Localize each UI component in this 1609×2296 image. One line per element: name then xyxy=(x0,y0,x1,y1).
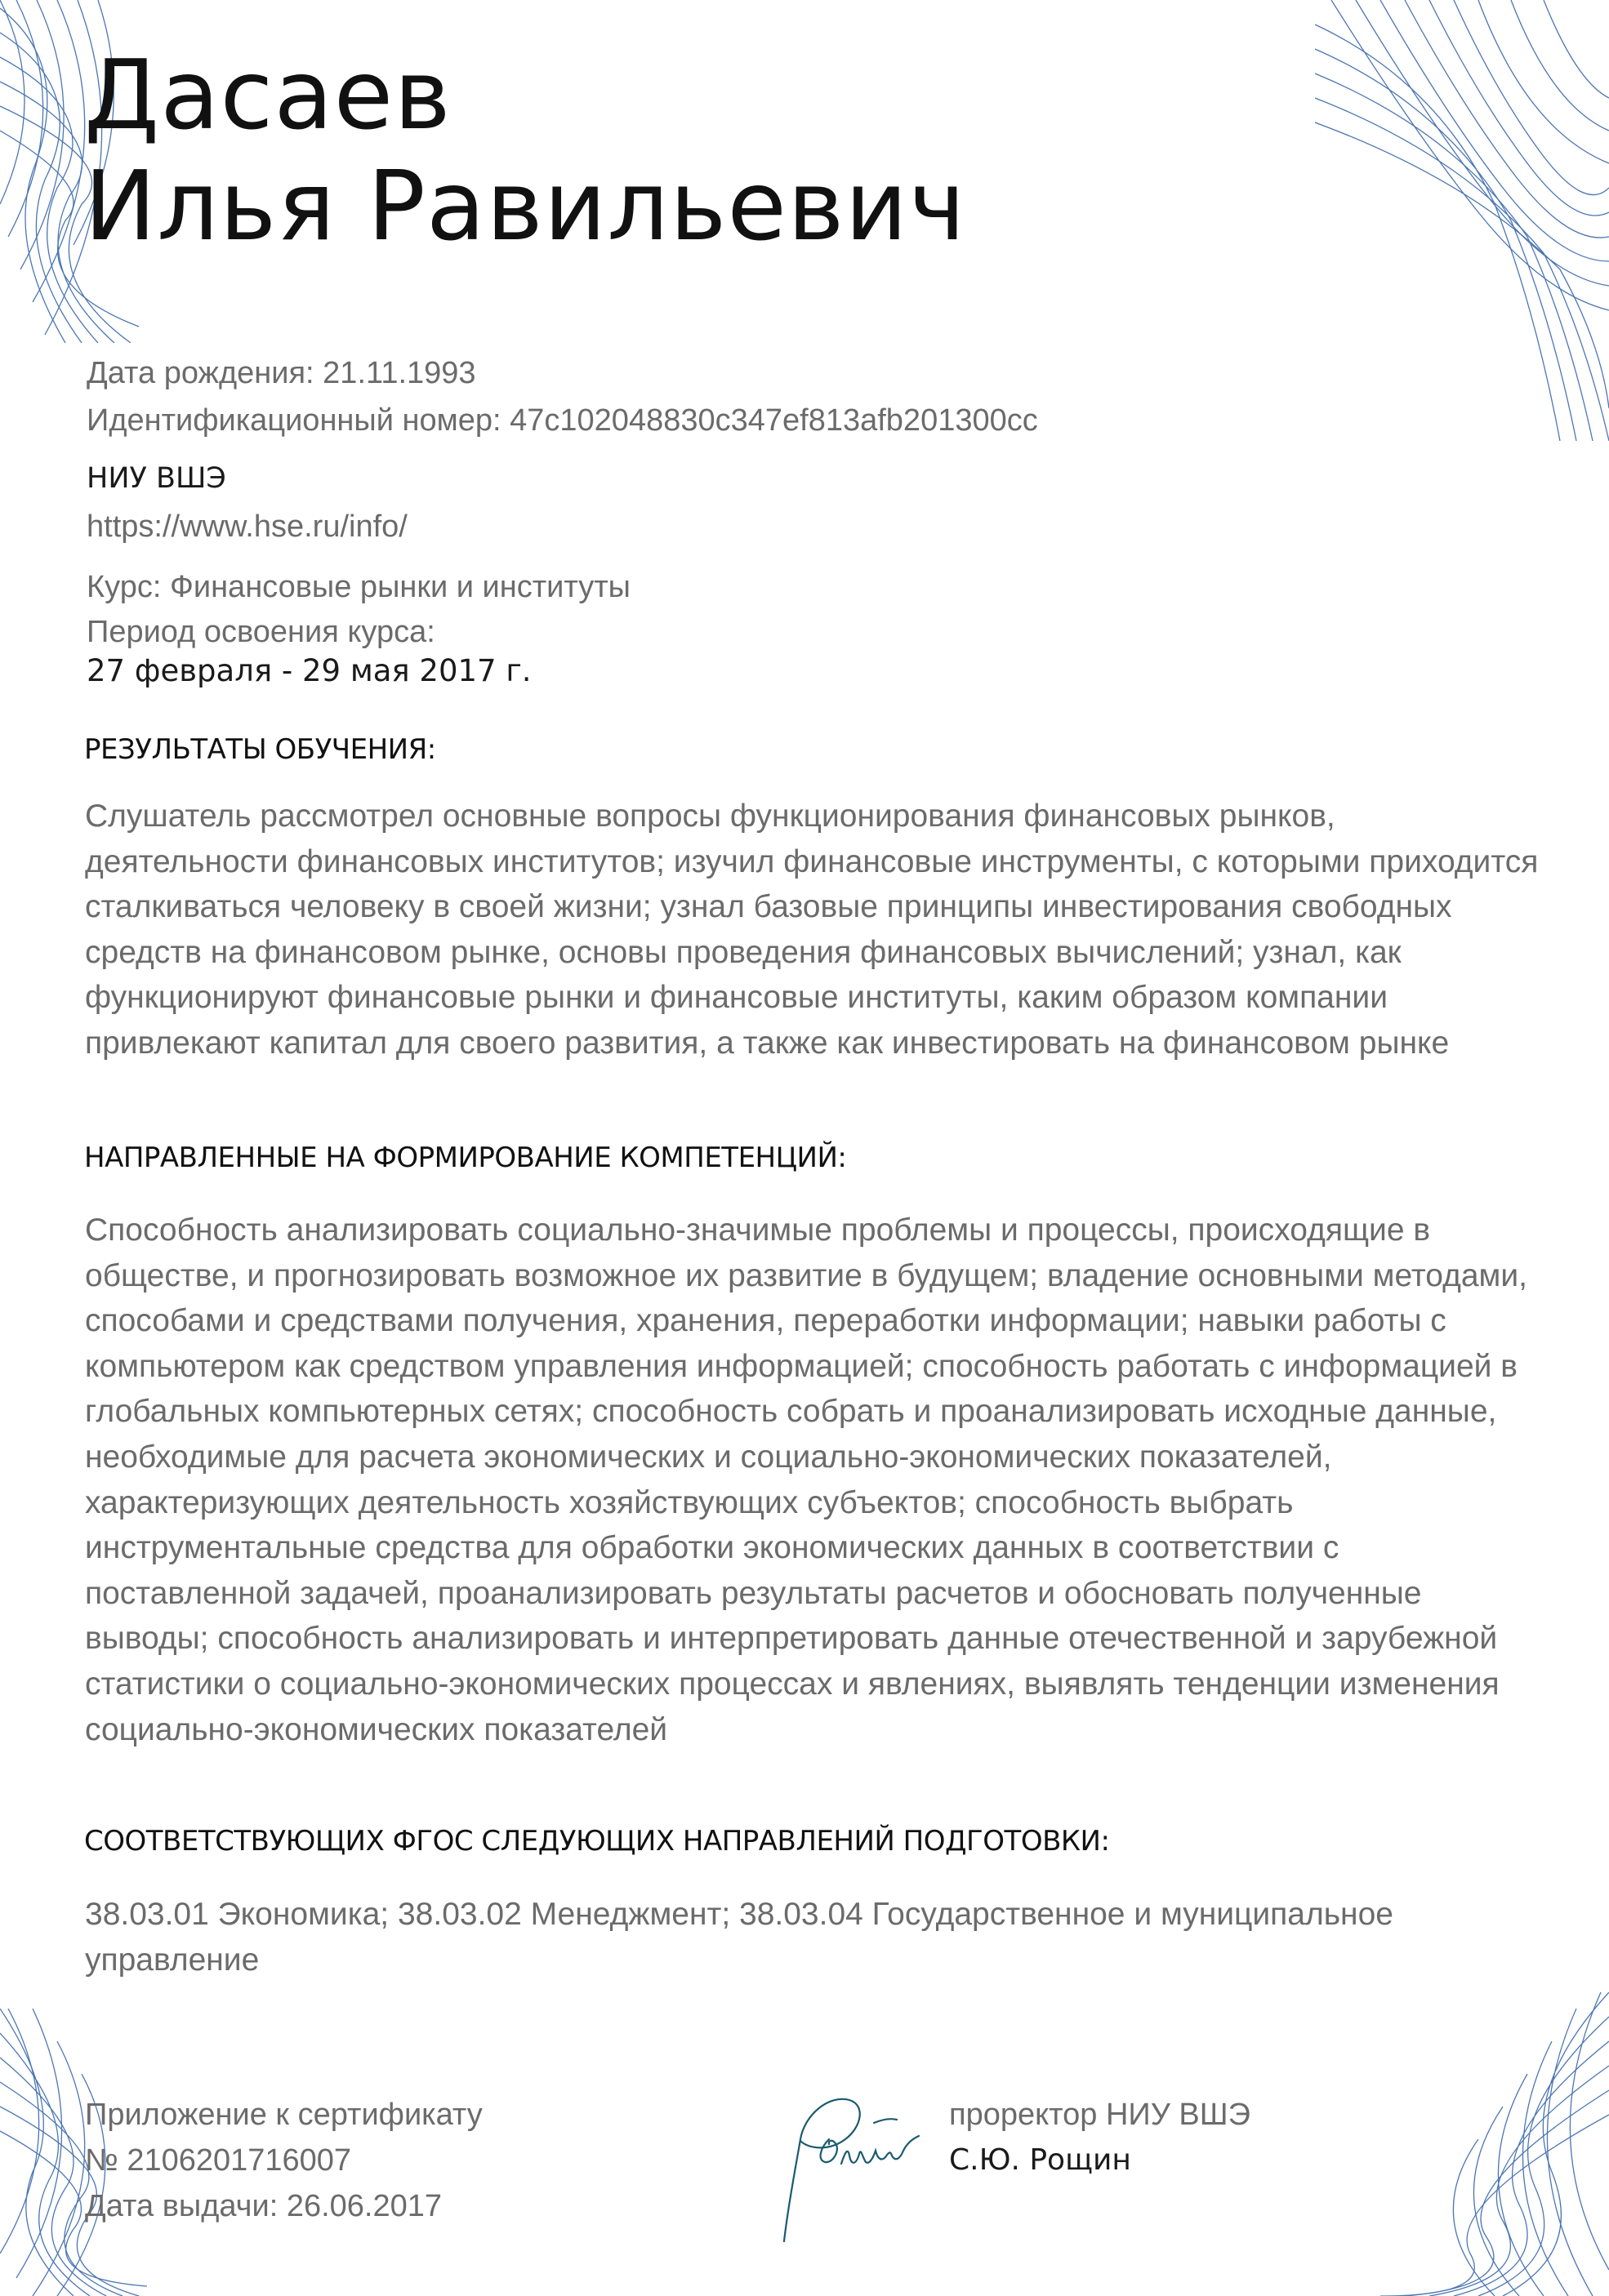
person-name xyxy=(84,39,966,261)
corner-pattern-top-right xyxy=(1315,0,1609,441)
person-given-names: Илья Равильевич xyxy=(84,149,966,262)
certificate-appendix-info xyxy=(85,2092,483,2229)
fgos-heading: СООТВЕТСТВУЮЩИХ ФГОС СЛЕДУЮЩИХ НАПРАВЛЕНИЙ ПОДГОТОВКИ: xyxy=(84,1825,1110,1858)
appendix-label: Приложение к сертификату xyxy=(85,2098,483,2132)
fgos-text: 38.03.01 Экономика; 38.03.02 Менеджмент; 38.03.04 Государственное и муниципальное управление xyxy=(85,1897,1393,1978)
birth-date: Дата рождения: 21.11.1993 xyxy=(87,356,476,390)
signature xyxy=(751,2090,939,2245)
issue-date: Дата выдачи: 26.06.2017 xyxy=(85,2189,442,2223)
person-surname: Дасаев xyxy=(84,38,452,151)
certificate-number: № 2106201716007 xyxy=(85,2143,352,2178)
competencies-text: Способность анализировать социально-значимые проблемы и процессы, происходящие в обществе, и прогнозировать возможное их развитие в будущем; владение основными методами, способами и средствами получения, хранения, переработки информации; навыки работы с компьютером как средством управления информацией; способность работать с информацией в глобальных компьютерных сетях; способность собрать и проанализировать исходные данные, необходимые для расчета экономических и социально-экономических показателей, характеризующих деятельность хозяйствующих субъектов; способность выбрать инструментальные средства для обработки экономических данных в соответствии с поставленной задачей, проанализировать результаты расчетов и обосновать полученные выводы; способность анализировать и интерпретировать данные отечественной и зарубежной статистики о социально-экономических процессах и явлениях, выявлять тенденции изменения социально-экономических показателей xyxy=(85,1213,1527,1747)
course-period-value: 27 февраля - 29 мая 2017 г. xyxy=(87,653,532,688)
signer-name: С.Ю. Рощин xyxy=(949,2143,1131,2177)
id-number: Идентификационный номер: 47c102048830c347ef813afb201300cc xyxy=(87,403,1038,438)
institution-url: https://www.hse.ru/info/ xyxy=(87,509,408,544)
signer-title: проректор НИУ ВШЭ xyxy=(949,2098,1250,2132)
institution-name: НИУ ВШЭ xyxy=(87,462,226,495)
results-text: Слушатель рассмотрел основные вопросы функционирования финансовых рынков, деятельности финансовых институтов; изучил финансовые инструменты, с которыми приходится сталкиваться человеку в своей жизни; узнал базовые принципы инвестирования свободных средств на финансовом рынке, основы проведения финансовых вычислений; узнал, как функционируют финансовые рынки и финансовые институты, каким образом компании привлекают капитал для своего развития, а также как инвестировать на финансовом рынке xyxy=(85,799,1539,1061)
corner-pattern-bottom-right xyxy=(1356,1992,1609,2296)
course-title: Курс: Финансовые рынки и институты xyxy=(87,570,631,604)
signer-info xyxy=(949,2092,1250,2183)
course-period-label: Период освоения курса: xyxy=(87,615,435,649)
results-heading: РЕЗУЛЬТАТЫ ОБУЧЕНИЯ: xyxy=(84,733,436,766)
competencies-heading: НАПРАВЛЕННЫЕ НА ФОРМИРОВАНИЕ КОМПЕТЕНЦИЙ: xyxy=(84,1141,847,1174)
